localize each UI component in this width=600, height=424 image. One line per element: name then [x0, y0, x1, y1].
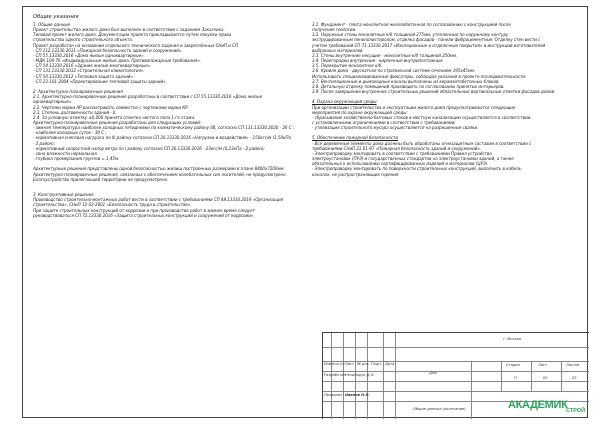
text-line: - СП 131.13330.2012 «Строительная климатология».	[33, 68, 145, 74]
text-line: руководствоваться СП 72.13330.2016 «Защита строительных конструкций и сооружений от коррозии».	[33, 212, 255, 218]
text-line: Производство строительно-монтажных работ вести в соответствии с требованиями СП 48.13330.2019 «Организация	[33, 197, 284, 203]
section-heading: 5. Обеспечение пожарной безопасности	[312, 135, 398, 141]
text-line: обязательных к использованию сертифицированных изделий и материалов (ЦУЭ).	[312, 161, 489, 167]
text-line: - нормативная снеговая нагрузка по III району согласно СП 20.13330.2016 «Нагрузки и воздействия» - 150кгс/м (1,50кПа	[33, 135, 291, 141]
left-text-column	[33, 22, 308, 218]
stage-value: П	[514, 376, 517, 380]
text-line: - Электропроводку монтировать в соответствии с требованиями Правил устройства	[312, 150, 492, 156]
text-line: - нормативный скоростной напор ветра по I району согласно СП 20.13330.2016 - 23кгс/м (0,23кПа - 2 район);	[33, 145, 265, 151]
right-text-column	[312, 22, 587, 177]
text-line: 3.6. Кровля дома - двускатная по стропильной системе сечением 195х45мм.	[312, 68, 476, 74]
text-line: получения геологии.	[312, 27, 357, 33]
text-line: - СП 112.13330.2011 «Пожарная безопасность зданий и сооружений».	[33, 47, 183, 53]
stage-header: Стадия	[506, 363, 520, 367]
col-list: Лист	[345, 362, 355, 366]
col-kol: Кол.уч	[332, 362, 345, 366]
text-line: 3.7. Вентиляционные и дымоходные каналы выполнены из керамзитобетонных блоков.	[312, 78, 500, 84]
logo-sub-text: СТРОЙ	[566, 408, 586, 414]
text-line: 3.1. Фундамент - плита монолитная железобетонная по согласованию с конструкцией после	[312, 22, 511, 27]
text-line: - наиболее холодных суток - 30 С ;	[33, 130, 107, 136]
section-title: Общие указания	[33, 14, 79, 20]
text-line: 3.8. Детальную отделку помещений производить по согласованию принятых интерьеров.	[312, 83, 505, 89]
text-line: с установленными ограничениями в соответствии с требованиями;	[312, 119, 456, 125]
checker-role: Проверил	[324, 393, 343, 397]
text-line: Типовой проект жилого дома. Документация проекта прикладывается путем покупки права	[33, 32, 232, 38]
document-title: Общие данные (окончание)	[413, 407, 466, 411]
text-line: 3.3. Стены внутренние несущие - монолитные к/б толщиной 250мм.	[312, 52, 458, 58]
col-ndok: № док.	[357, 362, 370, 366]
designer-role: Разработал	[324, 373, 346, 377]
text-line: электроустановок (ПУЭ) и государственных стандартов на электроустановки зданий, а также	[312, 156, 514, 162]
academic-stroy-logo	[508, 396, 586, 416]
text-line: 3.5. Перекрытие монолитное к/б.	[312, 63, 383, 69]
house-label: Дом	[429, 371, 437, 375]
text-line: 3.4. Перегородки внутренние - кирпичные внутрипоэтажные.	[312, 58, 444, 64]
sheets-header: Листов	[566, 363, 580, 367]
text-line: При защите строительных конструкций от коррозии и при производстве работ в зимнее время следует	[33, 207, 255, 213]
checker-name: Иванов Н.Н.	[345, 393, 370, 397]
section-heading: 4. Охрана окружающей среды	[312, 99, 377, 105]
text-line: - зимняя температура наиболее холодных пятидневки по климатическому району IIВ, согласно СП 131.13330.2020 - 26 С ;	[33, 125, 295, 131]
text-line: - СП 54.13330.2016 «Здания жилые многоквартирные».	[33, 63, 152, 69]
text-line: Архитектурные решения представлены одной безопасностью жилищ построенных размерами в плане 8400х7200мм	[33, 166, 284, 172]
text-line: Архитектурно-планировочные решения, связанных с обеспечением колебательных сил носителей, не предусмотрено	[33, 171, 286, 177]
text-line: строительства одного строительного объекта.	[33, 37, 134, 43]
text-line: Архитектурно-планировочные решения разработаны для следующих условий:	[33, 119, 202, 125]
text-line: требованиями СНиП 21.01-97 «Пожарная безопасность зданий и сооружений».	[312, 145, 482, 151]
text-line: 3.9. После завершения внутренних строительных решений обязательные вертикальные отметки фасадов домов.	[312, 89, 556, 95]
section-heading: 2. Архитектурно-планировочные решения	[33, 89, 123, 95]
designer-name: Нечипорук Д.Н.	[345, 373, 375, 377]
text-line: Проект разработан на основании отдельного технического задания и закреплённых СНиП и СП	[33, 42, 238, 48]
text-line: - сбрасывание хозяйственно-бытовых стоков в местную канализацию осуществляется в соответствии	[312, 114, 531, 120]
text-line: - Электропроводку монтировать по поверхности строительных конструкций, выполнить в кабель-	[312, 166, 523, 172]
text-line: - СП 50.13330.2012 «Тепловая защита зданий».	[33, 73, 135, 79]
text-line: При организации строительства и эксплуатации жилого дома предусматриваются следующие	[312, 104, 516, 110]
text-line: - СП 23-101-2004 «Проектирование тепловой защиты зданий».	[33, 78, 167, 84]
sheet-header: Лист	[538, 363, 548, 367]
text-line: 2.4. За условную отметку ±0,000 принята отметка чистого пола 1-го этажа.	[33, 114, 196, 120]
col-podp: Подп.	[371, 362, 382, 366]
text-line: экструдированным пенополистиролом, отделка фасадов - панели фиброцементные. Отделку стен вести с	[312, 37, 541, 43]
section-heading: 1. Общие данные	[33, 22, 70, 27]
text-line: строительства», СНиП 12-03-2001 «Безопасность труда в строительстве».	[33, 202, 192, 208]
section-heading: 3. Конструктивные решения	[33, 192, 94, 198]
text-line: мероприятия по охране окружающей среды:	[312, 109, 408, 115]
col-data: Дата	[385, 362, 395, 366]
sheet-value: 02	[543, 376, 548, 380]
text-line: Проект строительства жилого дома был выполнен в соответствии с заданием Заказчика.	[33, 27, 225, 33]
text-line: 3.2. Наружные стены монолитные к/б толщиной 275мм, утепленные по наружному контуру	[312, 32, 509, 38]
text-line: каналах, не распространяющих горения.	[312, 171, 400, 177]
text-line: выбранных материалов.	[312, 47, 364, 53]
text-line: - СП 55.13330.2016 «Дома жилые одноквартирные».	[33, 52, 145, 58]
logo-main-text: АКАДЕМИК	[508, 399, 568, 411]
text-line: одноквартирные».	[33, 99, 73, 105]
text-line: - утилизация строительного мусора осуществляется на разрешенные свалки.	[312, 125, 479, 131]
text-line: Благоустройство прилегающей территории не предусмотрено.	[33, 176, 169, 182]
sheets-value: 22	[572, 376, 577, 380]
text-line: - 3 район);	[33, 140, 56, 146]
text-line: 2.3. Степень долговечности зданий - II.	[33, 109, 117, 115]
text-line: - глубина промерзания грунтов = 1,45м.	[33, 156, 120, 162]
text-line: Использовать специализированные фиксаторы, соблюдая указания в проекте последовательности.	[312, 73, 527, 79]
text-line: 2.2. Чертежи марки АР рассматривать совместно с чертежами марки КР.	[33, 104, 189, 110]
text-line: 2.1. Архитектурно-планировочные решения разработаны в соответствии с СП 55.13330.2016 «Дома жилые	[33, 94, 263, 100]
text-line: - зона влажности нормальная.	[33, 150, 98, 156]
text-line: - Все деревянные элементы дома должны быть обработаны огнезащитным составом в соответствии с	[312, 140, 532, 146]
text-line: - МДК 106-76 «Индивидуальные жилые дома. Противопожарные требования».	[33, 58, 201, 64]
city-label: г. Москва	[503, 337, 521, 341]
col-izm: Изм.	[324, 362, 333, 366]
text-line: учетом требований СП 71.13330.2017 «Изоляционные и отделочные покрытия» и инструкций изготовителей	[312, 42, 546, 48]
